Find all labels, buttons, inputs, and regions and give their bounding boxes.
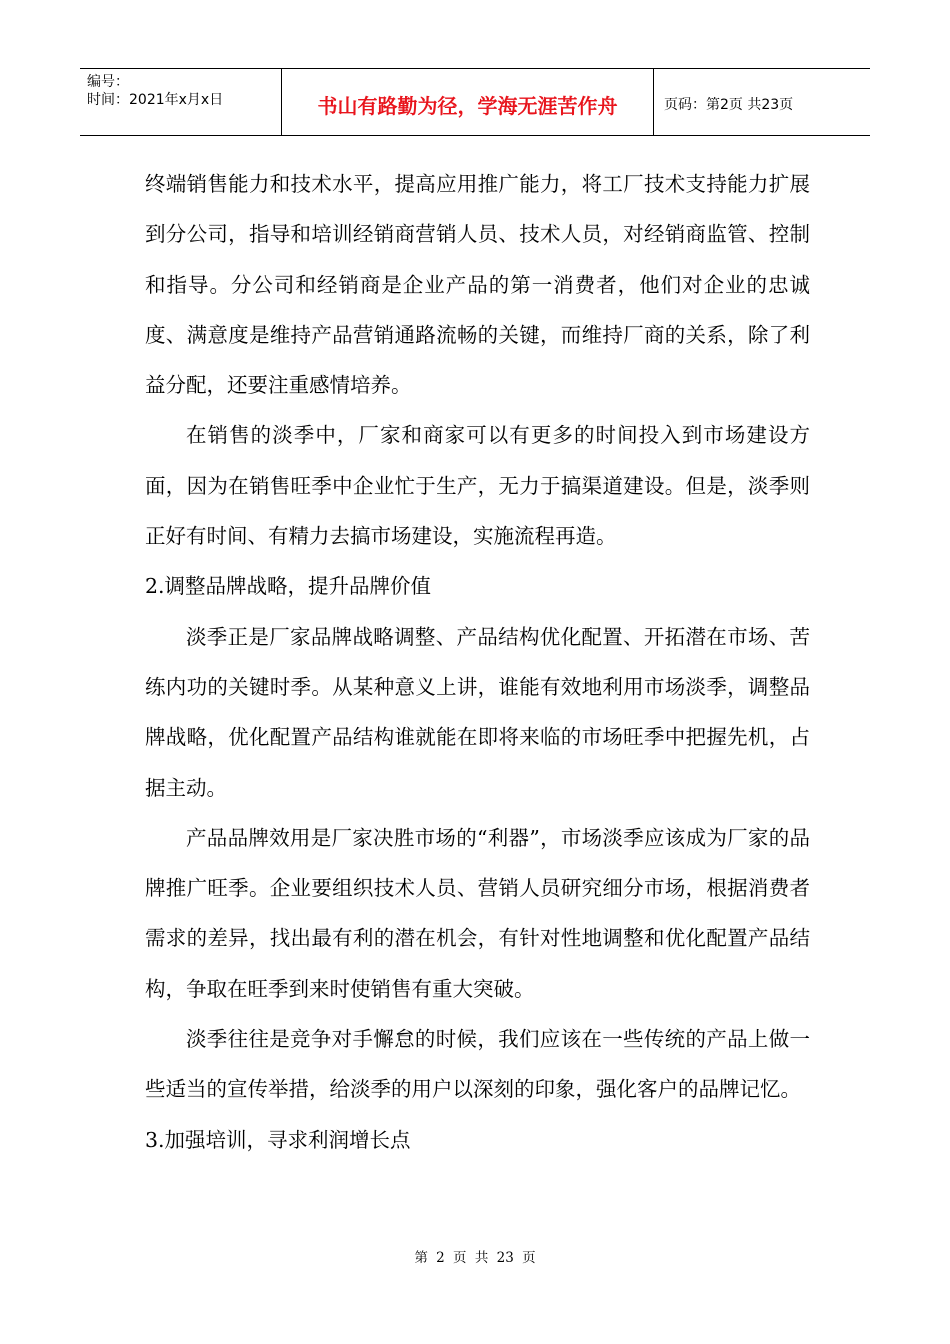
paragraph: 产品品牌效用是厂家决胜市场的“利器”，市场淡季应该成为厂家的品牌推广旺季。企业要组织技术人员、营销人员研究细分市场，根据消费者需求的差异，找出最有利的潜在机会，有针对性地调整和优化配置产品结构，争取在旺季到来时使销售有重大突破。 (145, 825, 810, 1001)
header-page-info: 页码：第2页 共23页 (664, 97, 794, 113)
paragraph: 在销售的淡季中，厂家和商家可以有更多的时间投入到市场建设方面，因为在销售旺季中企业忙于生产，无力于搞渠道建设。但是，淡季则正好有时间、有精力去搞市场建设，实施流程再造。 (145, 423, 810, 549)
time-label: 时间：2021年x月x日 (87, 92, 224, 108)
paragraph-continuation: 终端销售能力和技术水平，提高应用推广能力，将工厂技术支持能力扩展到分公司，指导和培训经销商营销人员、技术人员，对经销商监管、控制和指导。分公司和经销商是企业产品的第一消费者，他们对企业的忠诚度、满意度是维持产品营销通路流畅的关键，而维持厂商的关系，除了利益分配，还要注重感情培养。 (145, 172, 810, 398)
paragraph: 淡季正是厂家品牌战略调整、产品结构优化配置、开拓潜在市场、苦练内功的关键时季。从某种意义上讲，谁能有效地利用市场淡季，调整品牌战略，优化配置产品结构谁就能在即将来临的市场旺季中把握先机，占据主动。 (145, 624, 810, 800)
number-label: 编号： (87, 74, 129, 90)
document-body (145, 159, 810, 1165)
page-footer: 第 2 页 共 23 页 (414, 1250, 536, 1266)
section-heading: 2.调整品牌战略，提升品牌价值 (145, 574, 432, 599)
header-motto: 书山有路勤为径，学海无涯苦作舟 (282, 69, 654, 135)
section-heading: 3.加强培训，寻求利润增长点 (145, 1127, 411, 1152)
header-meta-cell (80, 69, 282, 135)
document-header (80, 68, 870, 136)
paragraph: 淡季往往是竞争对手懈怠的时候，我们应该在一些传统的产品上做一些适当的宣传举措，给淡季的用户以深刻的印象，强化客户的品牌记忆。 (145, 1027, 810, 1102)
